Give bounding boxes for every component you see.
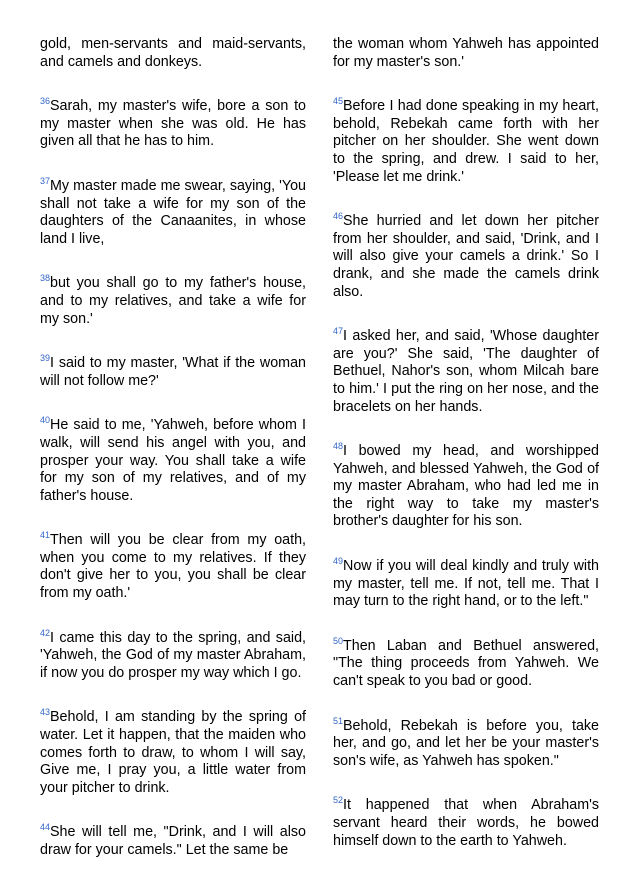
verse-text: Now if you will deal kindly and truly with my master, tell me. If not, tell me. That I may turn to the right hand, or to the left."	[333, 558, 599, 610]
verse-49	[333, 558, 599, 611]
verse-text: Then Laban and Bethuel answered, "The thing proceeds from Yahweh. We can't speak to you bad or good.	[333, 637, 599, 690]
verse-number: 37	[40, 175, 51, 186]
verse-37	[40, 175, 306, 248]
verse-number: 47	[333, 326, 344, 337]
verse-number: 51	[333, 715, 344, 726]
verse-45	[333, 98, 599, 186]
verse-number: 36	[40, 96, 51, 107]
verse-number: 49	[333, 556, 344, 567]
verse-48	[333, 443, 599, 531]
verse-number: 46	[333, 211, 344, 222]
verse-44-continuation	[333, 36, 599, 71]
verse-text: gold, men-servants and maid-servants, and camels and donkeys.	[40, 36, 306, 70]
verse-text: It happened that when Abraham's servant heard their words, he bowed himself down to the earth to Yahweh.	[333, 797, 599, 849]
verse-42	[40, 627, 306, 683]
verse-43	[40, 709, 306, 797]
verse-47	[333, 328, 599, 416]
verse-41	[40, 532, 306, 602]
verse-40	[40, 417, 306, 505]
left-column	[40, 36, 306, 887]
verse-text: Sarah, my master's wife, bore a son to my master when she was old. He has given all that he has to him.	[40, 98, 306, 150]
verse-number: 45	[333, 96, 344, 107]
verse-51	[333, 715, 599, 771]
verse-text: She will tell me, "Drink, and I will also draw for your camels." Let the same be	[40, 824, 306, 858]
verse-46	[333, 213, 599, 301]
verse-text: but you shall go to my father's house, and to my relatives, and take a wife for my son.'	[40, 275, 306, 327]
verse-52	[333, 797, 599, 850]
verse-50	[333, 635, 599, 691]
verse-text: Behold, I am standing by the spring of water. Let it happen, that the maiden who comes forth to draw, to whom I will say, Give me, I pray you, a little water from your pitcher to drink.	[40, 709, 306, 796]
verse-text: Then will you be clear from my oath, when you come to my relatives. If they don't give her to you, you shall be clear from my oath.'	[40, 532, 306, 602]
verse-number: 50	[333, 635, 344, 646]
verse-number: 43	[40, 707, 51, 718]
verse-text: I said to my master, 'What if the woman will not follow me?'	[40, 355, 306, 389]
verse-36	[40, 98, 306, 151]
verse-number: 52	[333, 795, 344, 806]
verse-38	[40, 275, 306, 328]
verse-number: 40	[40, 415, 51, 426]
verse-number: 39	[40, 353, 51, 364]
verse-number: 42	[40, 627, 51, 638]
verse-text: I bowed my head, and worshipped Yahweh, and blessed Yahweh, the God of my master Abraham, who had led me in the right way to take my master's brother's daughter for his son.	[333, 443, 599, 530]
verse-44	[40, 824, 306, 859]
verse-text: I came this day to the spring, and said, 'Yahweh, the God of my master Abraham, if now you do prosper my way which I go.	[40, 629, 306, 681]
verse-number: 44	[40, 822, 51, 833]
verse-number: 48	[333, 441, 344, 452]
right-column	[333, 36, 599, 877]
verse-text: He said to me, 'Yahweh, before whom I walk, will send his angel with you, and prosper your way. You shall take a wife for my son of my relatives, and of my father's house.	[40, 417, 306, 504]
verse-35-continuation	[40, 36, 306, 71]
verse-text: the woman whom Yahweh has appointed for my master's son.'	[333, 36, 599, 70]
verse-text: I asked her, and said, 'Whose daughter are you?' She said, 'The daughter of Bethuel, Nahor's son, whom Milcah bare to him.' I put the ring on her nose, and the bracelets on her hands.	[333, 328, 599, 415]
verse-text: My master made me swear, saying, 'You shall not take a wife for my son of the daughters of the Canaanites, in whose land I live,	[40, 177, 306, 247]
verse-39	[40, 355, 306, 390]
verse-number: 41	[40, 530, 51, 541]
verse-text: Before I had done speaking in my heart, behold, Rebekah came forth with her pitcher on her shoulder. She went down to the spring, and drew. I said to her, 'Please let me drink.'	[333, 98, 599, 185]
verse-number: 38	[40, 273, 51, 284]
verse-text: Behold, Rebekah is before you, take her, and go, and let her be your master's son's wife, as Yahweh has spoken."	[333, 717, 599, 769]
verse-text: She hurried and let down her pitcher from her shoulder, and said, 'Drink, and I will also give your camels a drink.' So I drank, and she made the camels drink also.	[333, 213, 599, 300]
